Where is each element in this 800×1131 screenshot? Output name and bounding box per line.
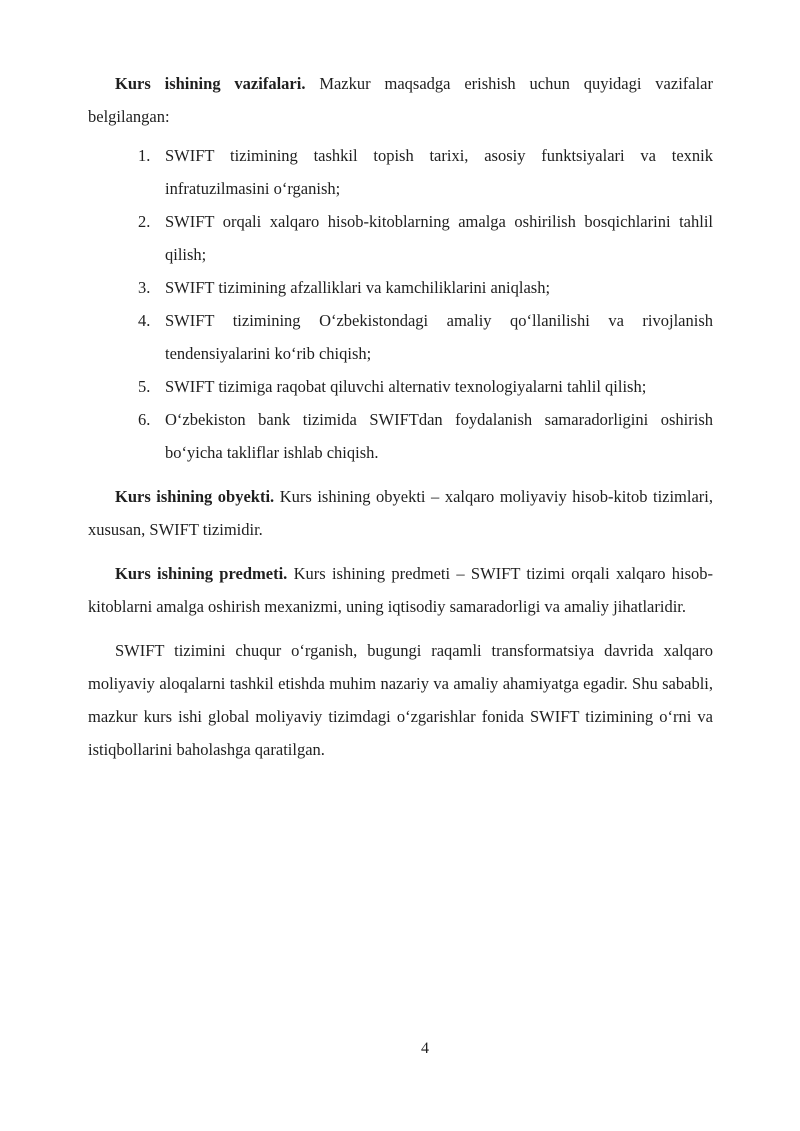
list-item-1 <box>88 139 713 205</box>
page-number: 4 <box>421 1040 429 1057</box>
list-item-2 <box>88 205 713 271</box>
list-item-1-number: 1. <box>138 146 151 165</box>
list-item-4-text: SWIFT tizimining O‘zbekistondagi amaliy qo‘llanilishi va rivojlanish tendensiyalarini ko‘rib chiqish; <box>165 311 713 363</box>
paragraph-obyekti <box>88 480 713 546</box>
task-list <box>88 139 713 469</box>
paragraph-obyekti-text: Kurs ishining obyekti – xalqaro moliyaviy hisob-kitob tizimlari, xususan, SWIFT tizimidir. <box>88 487 714 539</box>
list-item-4 <box>88 304 713 370</box>
list-item-2-text: SWIFT orqali xalqaro hisob-kitoblarning amalga oshirilish bosqichlarini tahlil qilish; <box>165 212 713 264</box>
list-item-1-text: SWIFT tizimining tashkil topish tarixi, asosiy funktsiyalari va texnik infratuzilmasini o‘rganish; <box>165 146 713 198</box>
paragraph-closing: SWIFT tizimini chuqur o‘rganish, bugungi raqamli transformatsiya davrida xalqaro moliyaviy aloqalarni tashkil etishda muhim nazariy va amaliy ahamiyatga egadir. Shu sababli, mazkur kurs ishi global moliyaviy tizimdagi o‘zgarishlar fonida SWIFT tizimining o‘rni va istiqbollarini baholashga qaratilgan. <box>88 641 713 759</box>
list-item-6-number: 6. <box>138 410 151 429</box>
list-item-6 <box>88 403 713 469</box>
list-item-5 <box>88 370 713 403</box>
document-text-block <box>88 67 713 766</box>
list-item-3-text: SWIFT tizimining afzalliklari va kamchiliklarini aniqlash; <box>165 278 551 297</box>
paragraph-predmeti-text: Kurs ishining predmeti – SWIFT tizimi orqali xalqaro hisob-kitoblarni amalga oshirish mexanizmi, uning iqtisodiy samaradorligi va amaliy jihatlaridir. <box>88 564 714 616</box>
paragraph-vazifalari-text: Mazkur maqsadga erishish uchun quyidagi vazifalar belgilangan: <box>88 74 713 126</box>
paragraph-predmeti-lead: Kurs ishining predmeti. <box>115 564 288 583</box>
list-item-5-text: SWIFT tizimiga raqobat qiluvchi alternativ texnologiyalarni tahlil qilish; <box>165 377 647 396</box>
list-item-5-number: 5. <box>138 377 151 396</box>
paragraph-obyekti-lead: Kurs ishining obyekti. <box>115 487 275 506</box>
paragraph-predmeti <box>88 557 713 623</box>
list-item-4-number: 4. <box>138 311 151 330</box>
list-item-3-number: 3. <box>138 278 151 297</box>
paragraph-vazifalari-lead: Kurs ishining vazifalari. <box>115 74 306 93</box>
list-item-6-text: O‘zbekiston bank tizimida SWIFTdan foydalanish samaradorligini oshirish bo‘yicha takliflar ishlab chiqish. <box>165 410 713 462</box>
paragraph-vazifalari <box>88 67 713 133</box>
list-item-3 <box>88 271 713 304</box>
list-item-2-number: 2. <box>138 212 151 231</box>
